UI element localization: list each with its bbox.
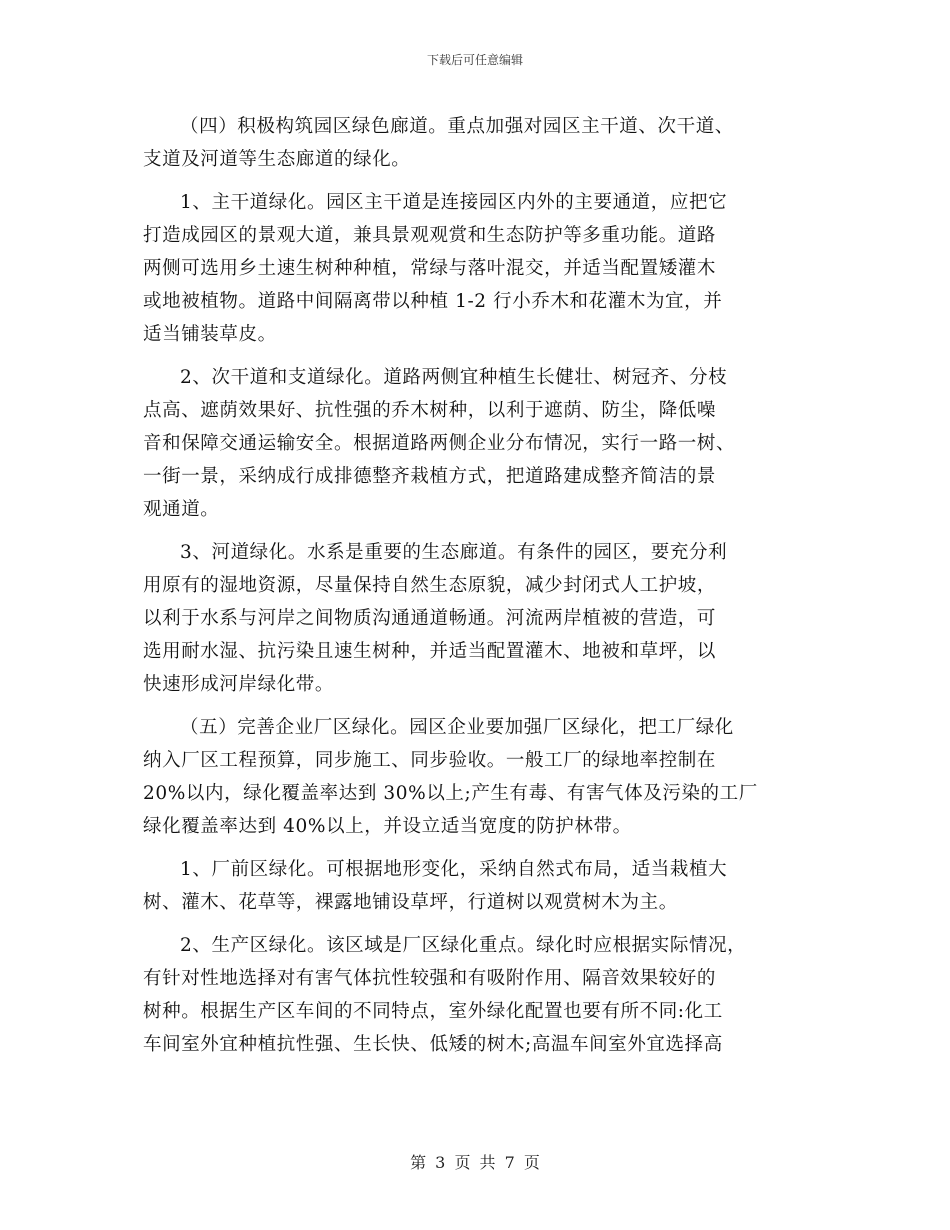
page-footer: 第 3 页 共 7 页 bbox=[410, 1153, 540, 1172]
text-line: 支道及河道等生态廊道的绿化。 bbox=[143, 149, 411, 170]
text-line: 有针对性地选择对有害气体抗性较强和有吸附作用、隔音效果较好的 bbox=[143, 968, 717, 989]
text-line: 音和保障交通运输安全。根据道路两侧企业分布情况，实行一路一树、 bbox=[143, 433, 736, 454]
text-line: 观通道。 bbox=[143, 499, 220, 520]
text-line: 1、主干道绿化。园区主干道是连接园区内外的主要通道，应把它 bbox=[180, 192, 728, 213]
text-line: 树、灌木、花草等，裸露地铺设草坪，行道树以观赏树木为主。 bbox=[143, 892, 678, 913]
text-line: 1、厂前区绿化。可根据地形变化，采纳自然式布局，适当栽植大 bbox=[180, 859, 728, 880]
paragraph bbox=[143, 361, 833, 526]
text-line: 两侧可选用乡土速生树种种植，常绿与落叶混交，并适当配置矮灌木 bbox=[143, 258, 717, 279]
text-line: 纳入厂区工程预算，同步施工、同步验收。一般工厂的绿地率控制在 bbox=[143, 750, 717, 771]
text-line: 以利于水系与河岸之间物质沟通通道畅通。河流两岸植被的营造，可 bbox=[143, 608, 717, 629]
paragraph bbox=[143, 853, 833, 919]
text-line: 绿化覆盖率达到 40%以上，并设立适当宽度的防护林带。 bbox=[143, 816, 632, 837]
paragraph bbox=[143, 536, 833, 701]
paragraph bbox=[143, 110, 833, 176]
text-line: 一街一景，采纳成行成排德整齐栽植方式，把道路建成整齐简洁的景 bbox=[143, 466, 717, 487]
text-line: 打造成园区的景观大道，兼具景观观赏和生态防护等多重功能。道路 bbox=[143, 225, 717, 246]
text-line: 用原有的湿地资源，尽量保持自然生态原貌，减少封闭式人工护坡， bbox=[143, 575, 717, 596]
paragraph bbox=[143, 929, 833, 1061]
text-line: 树种。根据生产区车间的不同特点，室外绿化配置也要有所不同:化工 bbox=[143, 1001, 723, 1022]
text-line: 3、河道绿化。水系是重要的生态廊道。有条件的园区，要充分利 bbox=[180, 542, 728, 563]
text-line: （五）完善企业厂区绿化。园区企业要加强厂区绿化，把工厂绿化 bbox=[180, 717, 734, 738]
text-line: （四）积极构筑园区绿色廊道。重点加强对园区主干道、次干道、 bbox=[180, 116, 734, 137]
text-line: 适当铺装草皮。 bbox=[143, 324, 277, 345]
text-line: 点高、遮荫效果好、抗性强的乔木树种，以利于遮荫、防尘，降低噪 bbox=[143, 400, 717, 421]
text-line: 2、生产区绿化。该区域是厂区绿化重点。绿化时应根据实际情况， bbox=[180, 935, 747, 956]
text-line: 或地被植物。道路中间隔离带以种植 1-2 行小乔木和花灌木为宜，并 bbox=[143, 291, 723, 312]
document-body bbox=[143, 110, 833, 1061]
text-line: 20%以内，绿化覆盖率达到 30%以上;产生有毒、有害气体及污染的工厂 bbox=[143, 783, 758, 804]
paragraph bbox=[143, 711, 833, 843]
text-line: 2、次干道和支道绿化。道路两侧宜种植生长健壮、树冠齐、分枝 bbox=[180, 367, 728, 388]
page-header: 下载后可任意编辑 bbox=[426, 53, 523, 67]
text-line: 快速形成河岸绿化带。 bbox=[143, 674, 335, 695]
text-line: 车间室外宜种植抗性强、生长快、低矮的树木;高温车间室外宜选择高 bbox=[143, 1034, 723, 1055]
paragraph bbox=[143, 186, 833, 351]
text-line: 选用耐水湿、抗污染且速生树种，并适当配置灌木、地被和草坪，以 bbox=[143, 641, 717, 662]
